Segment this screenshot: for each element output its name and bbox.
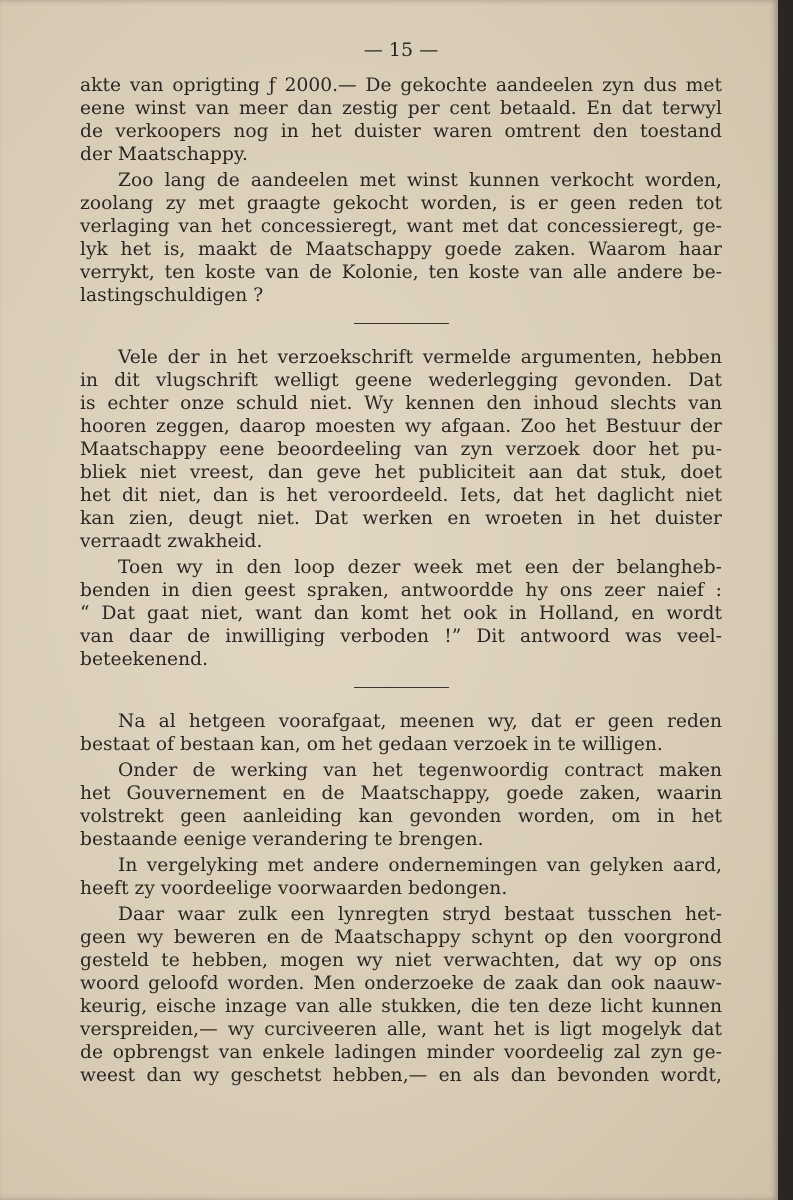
text-line: Toen wy in den loop dezer week met een der belangheb- <box>118 557 722 578</box>
text-line: zoolang zy met graagte gekocht worden, is er geen reden tot <box>80 193 722 214</box>
page-text <box>80 30 722 1090</box>
section-divider <box>354 323 449 324</box>
paragraph <box>80 556 722 671</box>
text-line: bliek niet vreest, dan geve het publiciteit aan dat stuk, doet <box>80 462 722 483</box>
text-line: bestaande eenige verandering te brengen. <box>80 829 484 850</box>
text-line: woord geloofd worden. Men onderzoeke de zaak dan ook naauw- <box>80 973 722 994</box>
paragraph <box>80 903 722 1087</box>
section-divider <box>354 687 449 688</box>
text-line: de opbrengst van enkele ladingen minder voordeelig zal zyn ge- <box>80 1042 722 1063</box>
text-line: “ Dat gaat niet, want dan komt het ook in Holland, en wordt <box>80 603 722 624</box>
text-line: Na al hetgeen voorafgaat, meenen wy, dat er geen reden <box>118 711 722 732</box>
text-line: keurig, eische inzage van alle stukken, die ten deze licht kunnen <box>80 996 722 1017</box>
text-line: de verkoopers nog in het duister waren omtrent den toestand <box>80 121 722 142</box>
text-line: verrykt, ten koste van de Kolonie, ten koste van alle andere be- <box>80 262 722 283</box>
text-line: kan zien, deugt niet. Dat werken en wroeten in het duister <box>80 508 722 529</box>
text-line: volstrekt geen aanleiding kan gevonden worden, om in het <box>80 806 722 827</box>
text-line: bestaat of bestaan kan, om het gedaan verzoek in te willigen. <box>80 734 663 755</box>
text-line: eene winst van meer dan zestig per cent betaald. En dat terwyl <box>80 98 722 119</box>
text-line: geen wy beweren en de Maatschappy schynt op den voorgrond <box>80 927 722 948</box>
page-number: — 15 — <box>363 39 439 61</box>
text-line: In vergelyking met andere ondernemingen van gelyken aard, <box>118 855 722 876</box>
text-line: der Maatschappy. <box>80 144 248 165</box>
text-line: gesteld te hebben, mogen wy niet verwachten, dat wy op ons <box>80 950 722 971</box>
text-line: Zoo lang de aandeelen met winst kunnen verkocht worden, <box>118 170 722 191</box>
paragraph <box>80 169 722 307</box>
paragraph <box>80 74 722 166</box>
text-line: Vele der in het verzoekschrift vermelde argumenten, hebben <box>118 347 722 368</box>
text-line: lyk het is, maakt de Maatschappy goede zaken. Waarom haar <box>80 239 722 260</box>
text-line: is echter onze schuld niet. Wy kennen den inhoud slechts van <box>80 393 722 414</box>
paragraph <box>80 346 722 553</box>
scan-edge <box>778 0 793 1200</box>
text-line: van daar de inwilliging verboden !” Dit antwoord was veel- <box>80 626 722 647</box>
text-line: hooren zeggen, daarop moesten wy afgaan. Zoo het Bestuur der <box>80 416 722 437</box>
text-line: benden in dien geest spraken, antwoordde hy ons zeer naief : <box>80 580 722 601</box>
text-line: lastingschuldigen ? <box>80 285 264 306</box>
text-line: Daar waar zulk een lynregten stryd bestaat tusschen het- <box>118 904 722 925</box>
paragraph <box>80 759 722 851</box>
text-line: Onder de werking van het tegenwoordig contract maken <box>118 760 722 781</box>
text-line: verlaging van het concessieregt, want met dat concessieregt, ge- <box>80 216 722 237</box>
text-line: verraadt zwakheid. <box>80 531 263 552</box>
paragraph <box>80 710 722 756</box>
text-line: in dit vlugschrift welligt geene wederlegging gevonden. Dat <box>80 370 722 391</box>
paragraph <box>80 854 722 900</box>
text-line: beteekenend. <box>80 649 209 670</box>
text-line: akte van oprigting ƒ 2000.— De gekochte aandeelen zyn dus met <box>80 75 722 96</box>
text-line: verspreiden,— wy curciveeren alle, want het is ligt mogelyk dat <box>80 1019 722 1040</box>
text-line: het Gouvernement en de Maatschappy, goede zaken, waarin <box>80 783 722 804</box>
text-line: het dit niet, dan is het veroordeeld. Iets, dat het daglicht niet <box>80 485 722 506</box>
text-line: heeft zy voordeelige voorwaarden bedongen. <box>80 878 508 899</box>
text-line: weest dan wy geschetst hebben,— en als dan bevonden wordt, <box>80 1065 722 1086</box>
text-line: Maatschappy eene beoordeeling van zyn verzoek door het pu- <box>80 439 722 460</box>
page-body <box>80 74 722 1090</box>
